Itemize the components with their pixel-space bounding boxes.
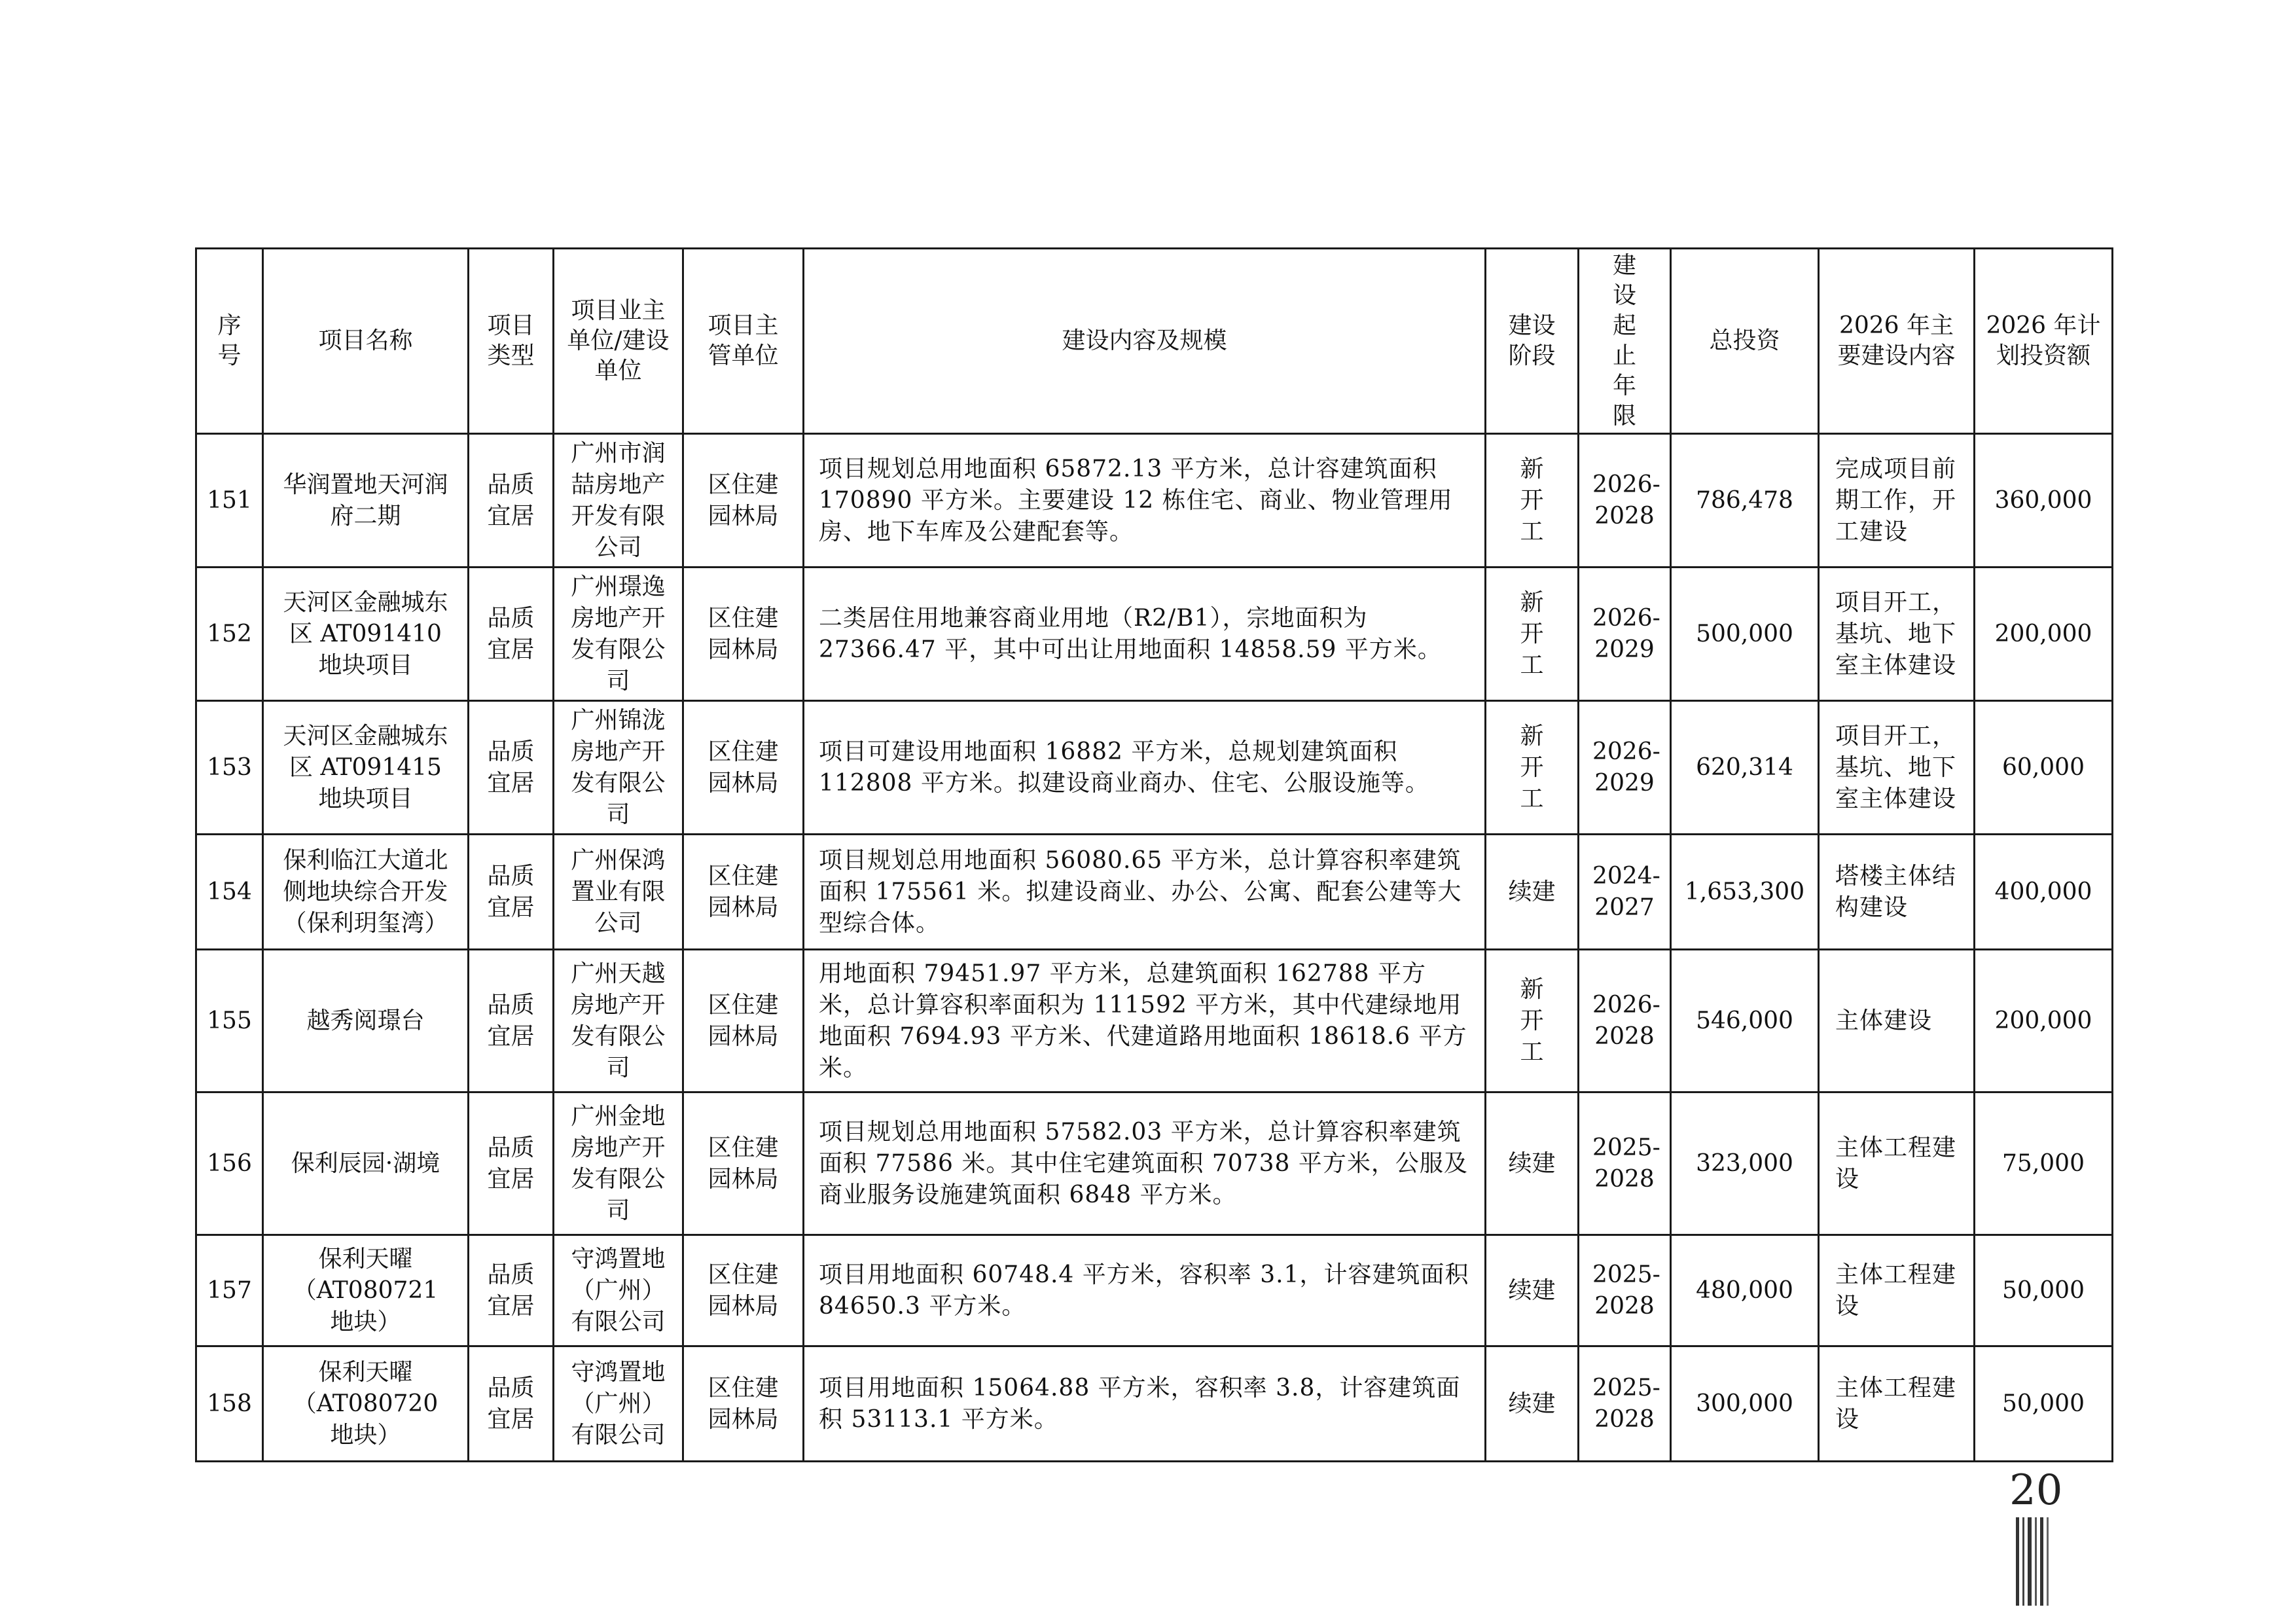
header-period: 建设起止年限 [1579, 249, 1671, 434]
header-content: 建设内容及规模 [804, 249, 1486, 434]
table-row [196, 1235, 2113, 1346]
cell-plan-2026: 50,000 [1975, 1235, 2113, 1346]
cell-main-2026: 塔楼主体结构建设 [1819, 835, 1975, 950]
cell-name: 保利天曜（AT080720 地块） [263, 1346, 469, 1462]
header-name: 项目名称 [263, 249, 469, 434]
cell-plan-2026: 75,000 [1975, 1092, 2113, 1235]
cell-period: 2024-2027 [1579, 835, 1671, 950]
cell-content: 项目规划总用地面积 56080.65 平方米，总计算容积率建筑面积 175561 米。拟建设商业、办公、公寓、配套公建等大型综合体。 [804, 835, 1486, 950]
header-main-2026: 2026 年主要建设内容 [1819, 249, 1975, 434]
cell-type: 品质宜居 [469, 701, 554, 835]
table-header-row [196, 249, 2113, 434]
cell-plan-2026: 60,000 [1975, 701, 2113, 835]
cell-name: 越秀阅璟台 [263, 950, 469, 1092]
cell-type: 品质宜居 [469, 835, 554, 950]
cell-dept: 区住建园林局 [683, 434, 804, 568]
cell-total: 480,000 [1671, 1235, 1819, 1346]
cell-total: 500,000 [1671, 568, 1819, 701]
cell-stage: 续建 [1486, 1092, 1579, 1235]
cell-owner: 广州保鸿置业有限公司 [554, 835, 683, 950]
table-row [196, 1346, 2113, 1462]
cell-period: 2025-2028 [1579, 1235, 1671, 1346]
cell-content: 用地面积 79451.97 平方米，总建筑面积 162788 平方米，总计算容积率面积为 111592 平方米，其中代建绿地用地面积 7694.93 平方米、代建道路用地面积 18618.6 平方米。 [804, 950, 1486, 1092]
cell-name: 保利天曜（AT080721 地块） [263, 1235, 469, 1346]
cell-owner: 广州天越房地产开发有限公司 [554, 950, 683, 1092]
cell-plan-2026: 400,000 [1975, 835, 2113, 950]
cell-total: 323,000 [1671, 1092, 1819, 1235]
cell-total: 300,000 [1671, 1346, 1819, 1462]
cell-stage: 新开工 [1486, 950, 1579, 1092]
project-table [195, 247, 2113, 1462]
cell-no: 153 [196, 701, 263, 835]
cell-dept: 区住建园林局 [683, 568, 804, 701]
cell-dept: 区住建园林局 [683, 701, 804, 835]
cell-main-2026: 完成项目前期工作，开工建设 [1819, 434, 1975, 568]
header-owner: 项目业主单位/建设单位 [554, 249, 683, 434]
table-row [196, 568, 2113, 701]
cell-dept: 区住建园林局 [683, 1235, 804, 1346]
cell-period: 2026-2029 [1579, 568, 1671, 701]
cell-no: 158 [196, 1346, 263, 1462]
table-row [196, 701, 2113, 835]
cell-total: 546,000 [1671, 950, 1819, 1092]
cell-name: 华润置地天河润府二期 [263, 434, 469, 568]
cell-main-2026: 主体工程建设 [1819, 1092, 1975, 1235]
cell-stage: 新开工 [1486, 568, 1579, 701]
cell-content: 项目可建设用地面积 16882 平方米，总规划建筑面积 112808 平方米。拟建设商业商办、住宅、公服设施等。 [804, 701, 1486, 835]
cell-owner: 广州锦泷房地产开发有限公司 [554, 701, 683, 835]
cell-name: 保利临江大道北侧地块综合开发（保利玥玺湾） [263, 835, 469, 950]
header-stage: 建设阶段 [1486, 249, 1579, 434]
cell-no: 155 [196, 950, 263, 1092]
cell-period: 2025-2028 [1579, 1092, 1671, 1235]
cell-stage: 续建 [1486, 1235, 1579, 1346]
cell-main-2026: 项目开工，基坑、地下室主体建设 [1819, 701, 1975, 835]
cell-no: 151 [196, 434, 263, 568]
cell-content: 项目规划总用地面积 57582.03 平方米，总计算容积率建筑面积 77586 米。其中住宅建筑面积 70738 平方米，公服及商业服务设施建筑面积 6848 平方米。 [804, 1092, 1486, 1235]
cell-stage: 续建 [1486, 835, 1579, 950]
cell-name: 天河区金融城东区 AT091410 地块项目 [263, 568, 469, 701]
cell-content: 项目用地面积 15064.88 平方米，容积率 3.8，计容建筑面积 53113.1 平方米。 [804, 1346, 1486, 1462]
cell-main-2026: 主体建设 [1819, 950, 1975, 1092]
cell-owner: 广州市润喆房地产开发有限公司 [554, 434, 683, 568]
cell-main-2026: 项目开工，基坑、地下室主体建设 [1819, 568, 1975, 701]
cell-plan-2026: 200,000 [1975, 568, 2113, 701]
cell-type: 品质宜居 [469, 1092, 554, 1235]
cell-total: 620,314 [1671, 701, 1819, 835]
cell-no: 156 [196, 1092, 263, 1235]
cell-content: 项目用地面积 60748.4 平方米，容积率 3.1，计容建筑面积 84650.3 平方米。 [804, 1235, 1486, 1346]
cell-main-2026: 主体工程建设 [1819, 1346, 1975, 1462]
cell-period: 2025-2028 [1579, 1346, 1671, 1462]
cell-name: 天河区金融城东区 AT091415 地块项目 [263, 701, 469, 835]
header-total: 总投资 [1671, 249, 1819, 434]
cell-type: 品质宜居 [469, 568, 554, 701]
cell-period: 2026-2028 [1579, 950, 1671, 1092]
cell-content: 二类居住用地兼容商业用地（R2/B1），宗地面积为 27366.47 平，其中可出让用地面积 14858.59 平方米。 [804, 568, 1486, 701]
cell-dept: 区住建园林局 [683, 1092, 804, 1235]
cell-plan-2026: 360,000 [1975, 434, 2113, 568]
cell-owner: 广州璟逸房地产开发有限公司 [554, 568, 683, 701]
cell-plan-2026: 50,000 [1975, 1346, 2113, 1462]
cell-total: 786,478 [1671, 434, 1819, 568]
cell-name: 保利辰园·湖境 [263, 1092, 469, 1235]
cell-no: 154 [196, 835, 263, 950]
cell-owner: 守鸿置地（广州）有限公司 [554, 1235, 683, 1346]
cell-dept: 区住建园林局 [683, 1346, 804, 1462]
table-row [196, 434, 2113, 568]
table-row [196, 950, 2113, 1092]
header-dept: 项目主管单位 [683, 249, 804, 434]
cell-period: 2026-2028 [1579, 434, 1671, 568]
cell-dept: 区住建园林局 [683, 835, 804, 950]
cell-plan-2026: 200,000 [1975, 950, 2113, 1092]
cell-owner: 守鸿置地（广州）有限公司 [554, 1346, 683, 1462]
cell-main-2026: 主体工程建设 [1819, 1235, 1975, 1346]
cell-no: 152 [196, 568, 263, 701]
cell-period: 2026-2029 [1579, 701, 1671, 835]
table-row [196, 835, 2113, 950]
table-row [196, 1092, 2113, 1235]
header-plan-2026: 2026 年计划投资额 [1975, 249, 2113, 434]
cell-type: 品质宜居 [469, 1235, 554, 1346]
cell-no: 157 [196, 1235, 263, 1346]
cell-owner: 广州金地房地产开发有限公司 [554, 1092, 683, 1235]
cell-type: 品质宜居 [469, 950, 554, 1092]
header-type: 项目类型 [469, 249, 554, 434]
cell-content: 项目规划总用地面积 65872.13 平方米，总计容建筑面积 170890 平方米。主要建设 12 栋住宅、商业、物业管理用房、地下车库及公建配套等。 [804, 434, 1486, 568]
cell-type: 品质宜居 [469, 434, 554, 568]
page-number: 20 [2009, 1466, 2063, 1515]
cell-type: 品质宜居 [469, 1346, 554, 1462]
header-no: 序号 [196, 249, 263, 434]
page-edge-bars-icon [2015, 1517, 2054, 1606]
cell-dept: 区住建园林局 [683, 950, 804, 1092]
cell-stage: 新开工 [1486, 434, 1579, 568]
cell-stage: 新开工 [1486, 701, 1579, 835]
project-table-wrapper [195, 247, 2111, 1462]
cell-stage: 续建 [1486, 1346, 1579, 1462]
cell-total: 1,653,300 [1671, 835, 1819, 950]
